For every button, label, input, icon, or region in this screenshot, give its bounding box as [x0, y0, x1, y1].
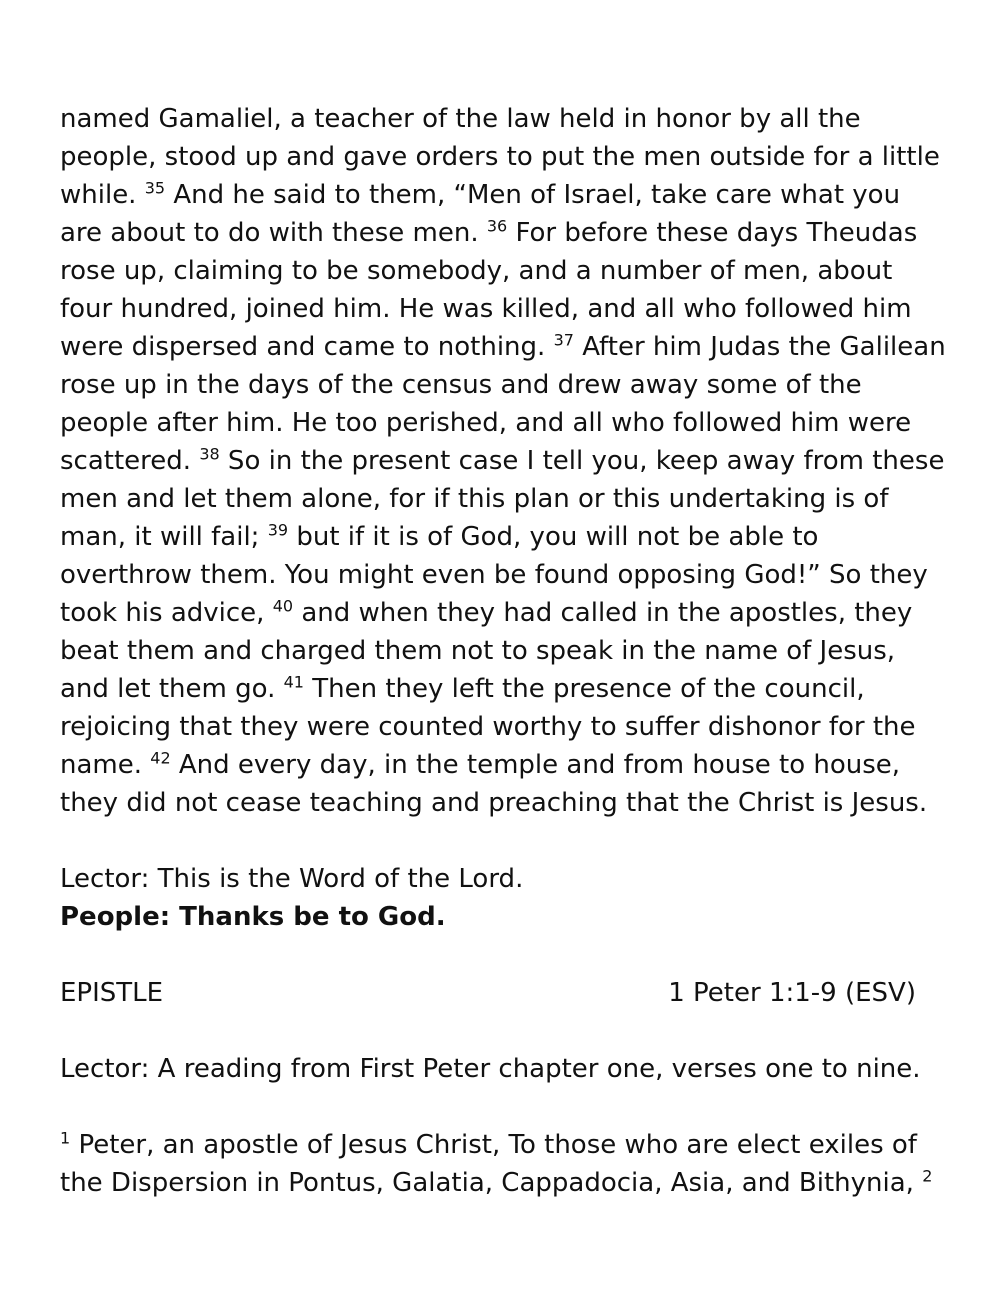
verse-number: 35 [144, 178, 166, 198]
verse-number: 39 [267, 520, 289, 540]
epistle-reading-text [60, 1126, 950, 1202]
verse-number: 41 [283, 672, 304, 692]
people-response: People: Thanks be to God. [60, 902, 446, 932]
spacer [60, 936, 950, 974]
verse-number: 38 [199, 444, 220, 464]
verse-text: Peter, an apostle of Jesus Christ, To those who are elect exiles of the Dispersion in Pontus, Galatia, Cappadocia, Asia, and Bithynia, [60, 1130, 923, 1198]
spacer [60, 822, 950, 860]
verse-number: 36 [486, 216, 508, 236]
verse-text: and when they had called in the apostles, they beat them and charged them not to speak in the name of Jesus, and let them go. [60, 598, 913, 704]
verse-number: 37 [553, 330, 574, 350]
verse-number: 2 [922, 1166, 933, 1186]
spacer [60, 1088, 950, 1126]
epistle-heading: EPISTLE [60, 978, 164, 1008]
epistle-intro: Lector: A reading from First Peter chapter one, verses one to nine. [60, 1054, 921, 1084]
document-page [60, 100, 950, 1202]
epistle-citation: 1 Peter 1:1-9 (ESV) [668, 978, 916, 1008]
verse-number: 40 [272, 596, 294, 616]
verse-text: After him Judas the Galilean rose up in the days of the census and drew away some of the people after him. He too perished, and all who followed him were scattered. [60, 332, 946, 476]
epistle-heading-row [60, 974, 916, 1012]
verse-text: So in the present case I tell you, keep away from these men and let them alone, for if this plan or this undertaking is of man, it will fail; [60, 446, 945, 552]
verse-text: named Gamaliel, a teacher of the law held in honor by all the people, stood up and gave orders to put the men outside for a little while. [60, 104, 940, 210]
verse-text: but if it is of God, you will not be able to overthrow them. You might even be found opposing God!” So they took his advice, [60, 522, 928, 628]
verse-number: 42 [150, 748, 171, 768]
verse-text: And he said to them, “Men of Israel, take care what you are about to do with these men. [60, 180, 901, 248]
verse-text: Then they left the presence of the council, rejoicing that they were counted worthy to suffer dishonor for the name. [60, 674, 916, 780]
acts-reading-text [60, 100, 950, 822]
verse-text: For before these days Theudas rose up, claiming to be somebody, and a number of men, about four hundred, joined him. He was killed, and all who followed him were dispersed and came to nothing. [60, 218, 918, 362]
lector-line: Lector: This is the Word of the Lord. [60, 864, 524, 894]
verse-number: 1 [60, 1128, 71, 1148]
spacer [60, 1012, 950, 1050]
verse-text: And every day, in the temple and from house to house, they did not cease teaching and preaching that the Christ is Jesus. [60, 750, 928, 818]
